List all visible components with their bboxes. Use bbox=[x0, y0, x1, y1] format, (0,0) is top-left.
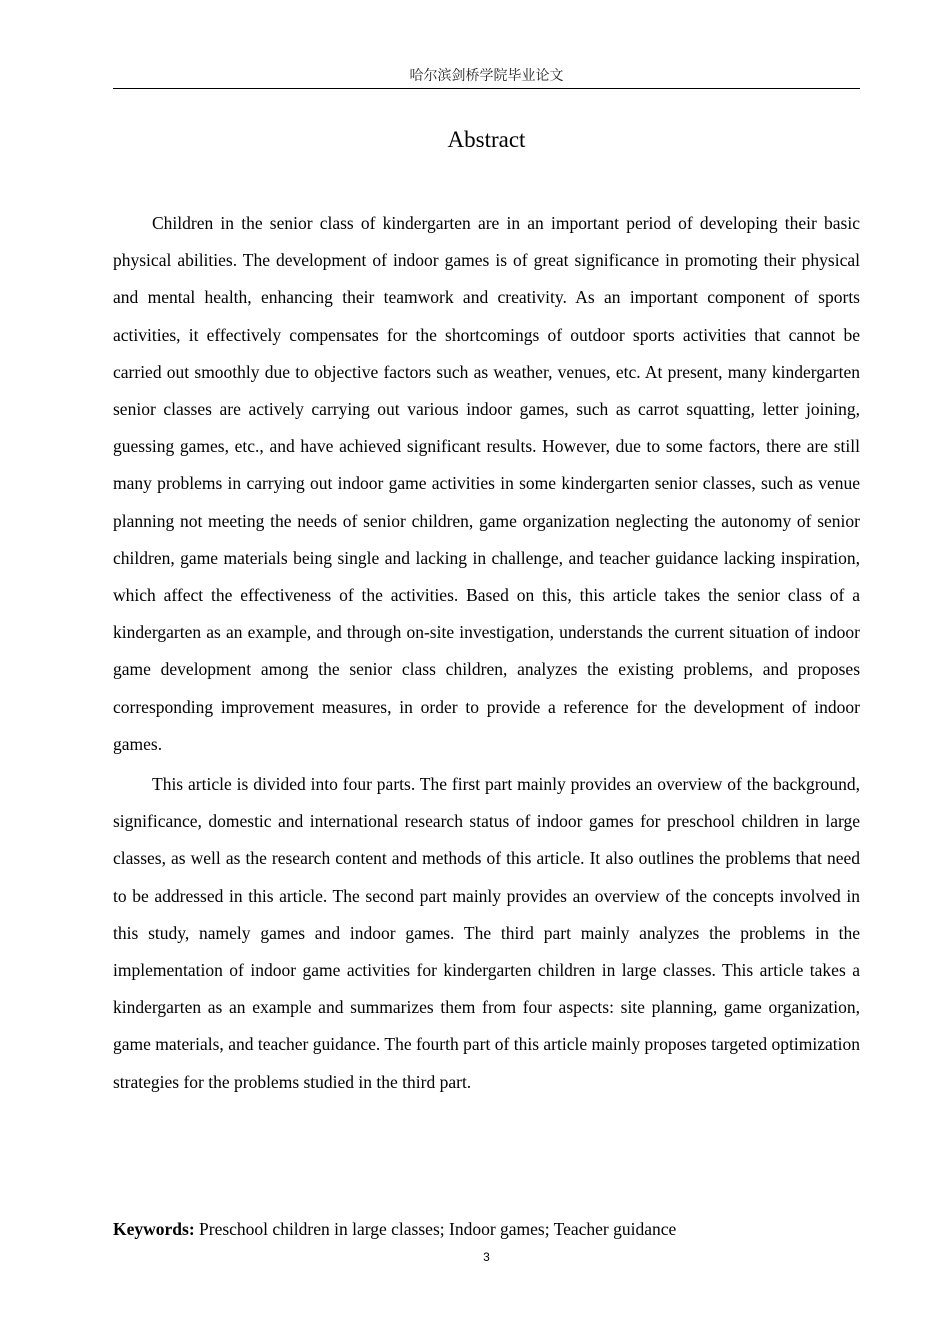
abstract-paragraph-1: Children in the senior class of kindergarten are in an important period of developing their basic physical abilities. The development of indoor games is of great significance in promoting their physical and mental health, enhancing their teamwork and creativity. As an important component of sports activities, it effectively compensates for the shortcomings of outdoor sports activities that cannot be carried out smoothly due to objective factors such as weather, venues, etc. At present, many kindergarten senior classes are actively carrying out various indoor games, such as carrot squatting, letter joining, guessing games, etc., and have achieved significant results. However, due to some factors, there are still many problems in carrying out indoor game activities in some kindergarten senior classes, such as venue planning not meeting the needs of senior children, game organization neglecting the autonomy of senior children, game materials being single and lacking in challenge, and teacher guidance lacking inspiration, which affect the effectiveness of the activities. Based on this, this article takes the senior class of a kindergarten as an example, and through on-site investigation, understands the current situation of indoor game development among the senior class children, analyzes the existing problems, and proposes corresponding improvement measures, in order to provide a reference for the development of indoor games. bbox=[113, 213, 860, 754]
keywords-line bbox=[113, 1215, 860, 1243]
keywords-label: Keywords: bbox=[113, 1219, 195, 1239]
page-number: 3 bbox=[483, 1250, 490, 1264]
running-header: 哈尔滨剑桥学院毕业论文 bbox=[409, 68, 564, 84]
header-divider bbox=[113, 88, 860, 89]
abstract-title: Abstract bbox=[447, 127, 526, 152]
keywords-text: Preschool children in large classes; Indoor games; Teacher guidance bbox=[194, 1219, 677, 1239]
abstract-body bbox=[113, 205, 860, 1101]
abstract-paragraph-2: This article is divided into four parts. The first part mainly provides an overview of the background, significance, domestic and international research status of indoor games for preschool children in large classes, as well as the research content and methods of this article. It also outlines the problems that need to be addressed in this article. The second part mainly provides an overview of the concepts involved in this study, namely games and indoor games. The third part mainly analyzes the problems in the implementation of indoor game activities for kindergarten children in large classes. This article takes a kindergarten as an example and summarizes them from four aspects: site planning, game organization, game materials, and teacher guidance. The fourth part of this article mainly proposes targeted optimization strategies for the problems studied in the third part. bbox=[113, 774, 860, 1092]
